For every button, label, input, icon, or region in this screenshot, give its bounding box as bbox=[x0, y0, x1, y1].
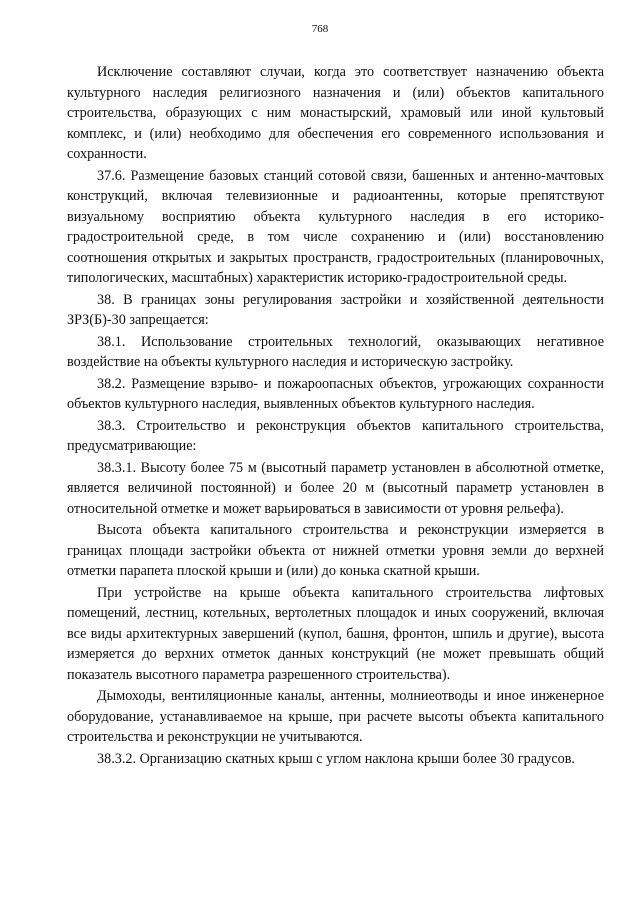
paragraph: 38.2. Размещение взрыво- и пожароопасных объектов, угрожающих сохранности объектов культурного наследия, выявленных объектов культурного наследия. bbox=[67, 375, 604, 412]
document-body bbox=[67, 62, 604, 770]
paragraph: 38.1. Использование строительных технологий, оказывающих негативное воздействие на объекты культурного наследия и историческую застройку. bbox=[67, 333, 604, 370]
paragraph: Дымоходы, вентиляционные каналы, антенны, молниеотводы и иное инженерное оборудование, устанавливаемое на крыше, при расчете высоты объекта капитального строительства и реконструкции не учитываются. bbox=[67, 688, 604, 745]
page-number: 768 bbox=[311, 23, 329, 35]
paragraph: 38. В границах зоны регулирования застройки и хозяйственной деятельности ЗРЗ(Б)-30 запрещается: bbox=[67, 291, 604, 328]
paragraph: 37.6. Размещение базовых станций сотовой связи, башенных и антенно-мачтовых конструкций, включая телевизионные и радиоантенны, которые препятствуют визуальному восприятию объекта культурного наследия в его историко-градостроительной среде, в том числе сохранению и (или) восстановлению соотношения открытых и закрытых пространств, градостроительных (планировочных, типологических, масштабных) характеристик историко-градостроительной среды. bbox=[67, 167, 604, 286]
paragraph: Исключение составляют случаи, когда это соответствует назначению объекта культурного наследия религиозного назначения и (или) объектов капитального строительства, образующих с ним монастырский, храмовый или иной культовый комплекс, и (или) необходимо для обеспечения его современного использования и сохранности. bbox=[67, 64, 604, 162]
paragraph: 38.3.1. Высоту более 75 м (высотный параметр установлен в абсолютной отметке, является величиной постоянной) и более 20 м (высотный параметр установлен в относительной отметке и может варьироваться в зависимости от уровня рельефа). bbox=[67, 459, 604, 517]
paragraph: 38.3. Строительство и реконструкция объектов капитального строительства, предусматривающие: bbox=[67, 417, 604, 454]
paragraph: Высота объекта капитального строительства и реконструкции измеряется в границах площади застройки объекта от нижней отметки уровня земли до верхней отметки парапета плоской крыши и (или) до конька скатной крыши. bbox=[67, 522, 604, 579]
paragraph: 38.3.2. Организацию скатных крыш с углом наклона крыши более 30 градусов. bbox=[97, 750, 575, 767]
paragraph: При устройстве на крыше объекта капитального строительства лифтовых помещений, лестниц, котельных, вертолетных площадок и иных сооружений, включая все виды архитектурных завершений (купол, башня, фронтон, шпиль и другие), высота измеряется до верхних отметок данных конструкций (не может превышать общий показатель высотного параметра разрешенного строительства). bbox=[67, 584, 604, 683]
